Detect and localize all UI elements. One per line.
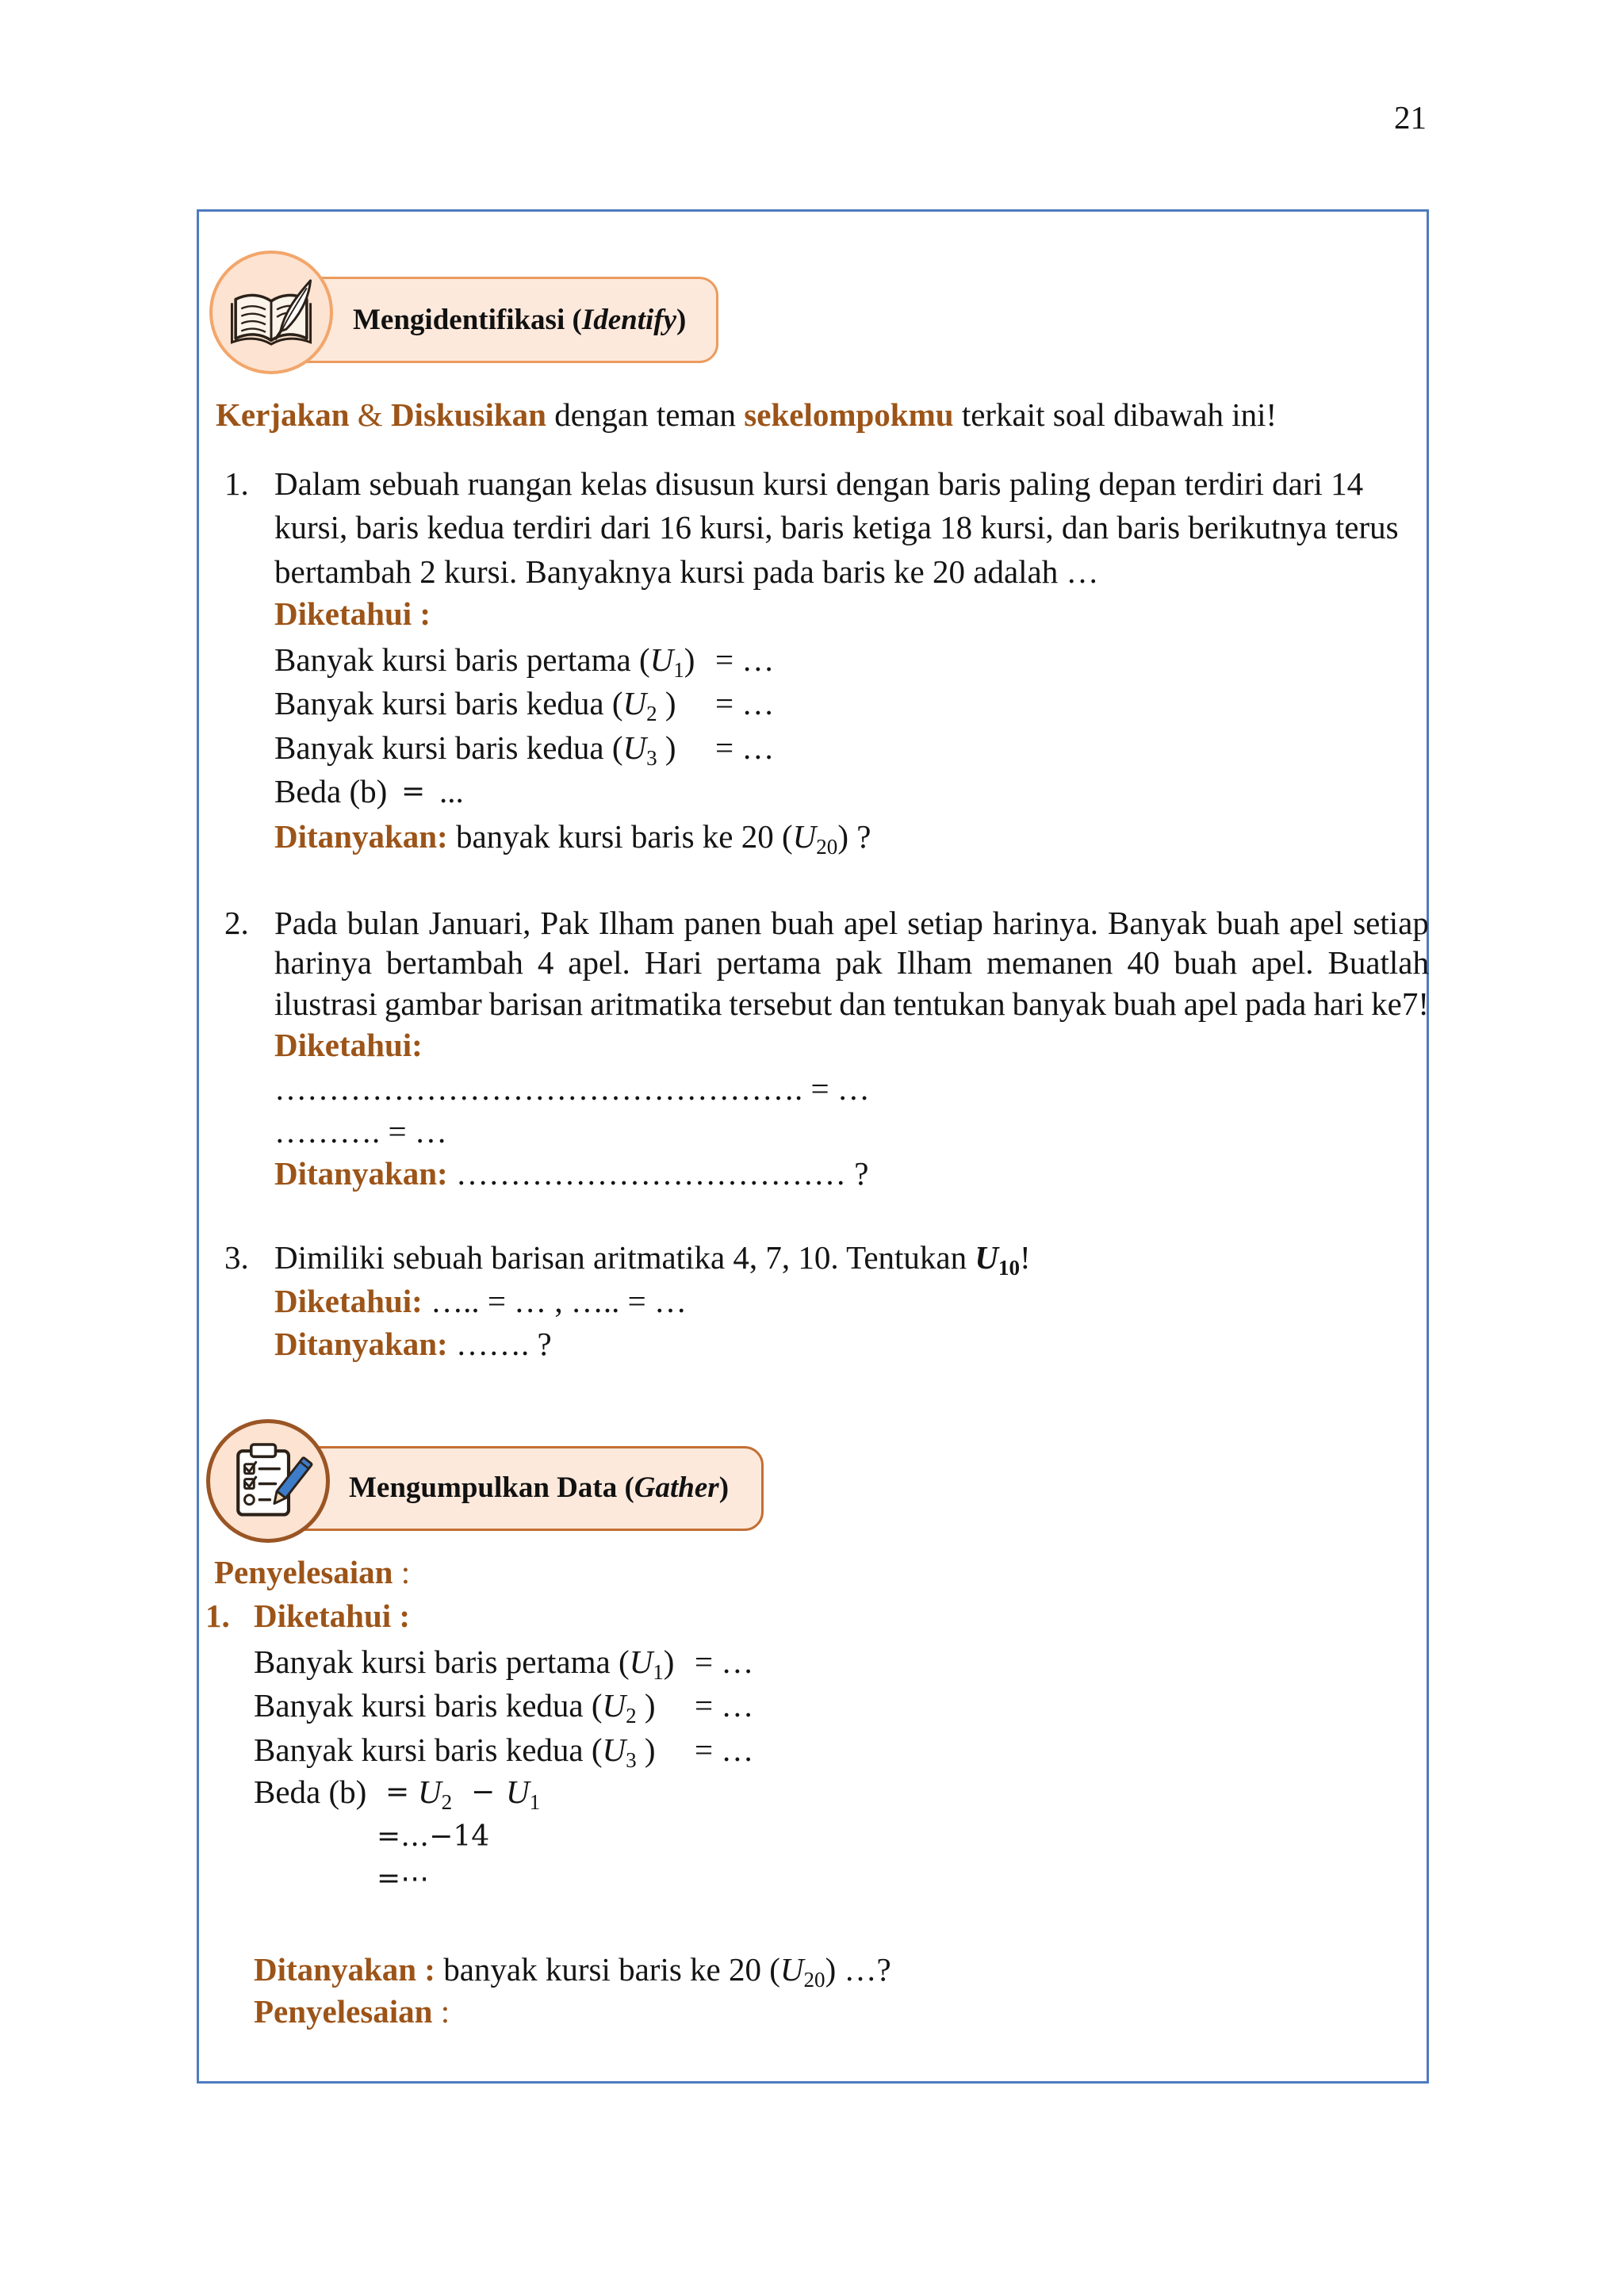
word: barisan xyxy=(488,985,584,1022)
row-value: = … xyxy=(715,729,775,766)
solution-known-row xyxy=(254,1684,754,1728)
gather-title xyxy=(349,1466,729,1510)
word: gambar xyxy=(384,985,482,1022)
row-value: = … xyxy=(695,1687,754,1724)
problem-3-number: 3. xyxy=(224,1239,249,1276)
identify-title-text: Mengidentifikasi ( xyxy=(353,304,582,336)
row-value: = … xyxy=(715,641,775,678)
solution-beda-row xyxy=(254,1770,571,1814)
asked-blank: ……. ? xyxy=(455,1326,552,1362)
instruction-amp: & xyxy=(357,396,383,433)
row-close: ) xyxy=(657,685,676,721)
problem-1-line: bertambah 2 kursi. Banyaknya kursi pada baris ke 20 adalah … xyxy=(274,553,1099,590)
known-blank: ….. = … , ….. = … xyxy=(431,1283,688,1319)
row-variable: U xyxy=(649,641,674,678)
problem-1-line: Dalam sebuah ruangan kelas disusun kursi dengan baris paling depan terdiri dari 14 xyxy=(274,465,1364,502)
word: apel. xyxy=(568,944,630,981)
row-variable: U xyxy=(622,685,647,721)
gather-title-close: ) xyxy=(718,1471,730,1504)
problem-1-asked-row xyxy=(274,815,871,859)
instruction-text: terkait soal dibawah ini! xyxy=(961,396,1277,433)
beda-value: ... xyxy=(439,773,464,809)
solution-known-row xyxy=(254,1728,754,1772)
asked-close: ) …? xyxy=(825,1951,891,1988)
beda-label: Beda (b) xyxy=(274,773,388,809)
identify-icon-circle xyxy=(209,251,333,374)
problem-1-known-row xyxy=(274,638,775,682)
problem-1-line: kursi, baris kedua terdiri dari 16 kursi, baris ketiga 18 kursi, dan baris berikutnya terus xyxy=(274,509,1399,545)
row-subscript: 1 xyxy=(673,657,684,682)
problem-1-known-row xyxy=(274,682,775,725)
word: apel xyxy=(1183,985,1238,1022)
word: Buatlah xyxy=(1327,944,1429,981)
final-solution-colon: : xyxy=(440,1993,450,2030)
solution-known-row xyxy=(254,1640,754,1684)
word: pak xyxy=(835,944,883,981)
word: apel xyxy=(1289,905,1344,941)
word: harinya. xyxy=(992,905,1099,941)
word: aritmatika xyxy=(590,985,722,1022)
beda-u1-variable: U xyxy=(506,1774,530,1810)
word: setiap xyxy=(907,905,983,941)
instruction-text: dengan teman xyxy=(554,396,737,433)
beda-u2-subscript: 2 xyxy=(441,1789,453,1814)
word: ilustrasi xyxy=(274,985,377,1022)
solution-item-number: 1. xyxy=(205,1598,230,1634)
final-solution-label: Penyelesaian xyxy=(254,1993,433,2030)
solution-colon: : xyxy=(400,1554,411,1590)
asked-subscript: 20 xyxy=(816,834,838,859)
row-close: ) xyxy=(636,1687,656,1724)
problem-2-known-label: Diketahui: xyxy=(274,1027,423,1063)
word: Ilham xyxy=(896,944,973,981)
problem-3-line xyxy=(274,1236,1031,1280)
word: panen xyxy=(684,905,762,941)
asked-close: ) ? xyxy=(837,818,871,855)
problem-2-line xyxy=(274,941,1429,985)
row-close: ) xyxy=(663,1644,675,1680)
row-subscript: 3 xyxy=(646,745,657,770)
row-subscript: 2 xyxy=(646,701,657,725)
word: Pak xyxy=(540,905,589,941)
word: bertambah xyxy=(385,944,523,981)
clipboard-checklist-pencil-icon xyxy=(221,1434,315,1528)
row-subscript: 3 xyxy=(626,1747,637,1772)
asked-label: Ditanyakan: xyxy=(274,1326,448,1362)
open-book-quill-icon xyxy=(224,266,318,359)
word: banyak xyxy=(1012,985,1106,1022)
beda-equals: = xyxy=(401,775,426,808)
problem-2-line xyxy=(274,901,1429,945)
row-label: Banyak kursi baris kedua ( xyxy=(274,685,623,721)
asked-text: banyak kursi baris ke 20 ( xyxy=(443,1951,780,1988)
problem-3-asked-row xyxy=(274,1322,552,1366)
word: pada xyxy=(1244,985,1307,1022)
row-close: ) xyxy=(657,729,676,766)
asked-variable: U xyxy=(779,1951,804,1988)
row-variable: U xyxy=(629,1644,653,1680)
problem-1-known-label: Diketahui : xyxy=(274,595,431,632)
row-variable: U xyxy=(602,1687,626,1724)
asked-text: banyak kursi baris ke 20 ( xyxy=(455,818,793,855)
word: pertama xyxy=(716,944,822,981)
gather-title-italic: Gather xyxy=(634,1471,719,1504)
beda-minus: − xyxy=(471,1776,496,1808)
word: buah xyxy=(771,905,835,941)
known-label: Diketahui: xyxy=(274,1283,423,1319)
beda-label: Beda (b) xyxy=(254,1774,367,1810)
beda-equals: = xyxy=(385,1776,410,1808)
row-value: = … xyxy=(695,1644,754,1680)
row-close: ) xyxy=(636,1732,656,1768)
asked-label: Ditanyakan : xyxy=(254,1951,435,1988)
identify-title xyxy=(353,298,686,342)
word: Hari xyxy=(644,944,703,981)
problem-1-beda-row xyxy=(274,770,829,813)
solution-asked-row xyxy=(254,1948,891,1992)
row-label: Banyak kursi baris kedua ( xyxy=(254,1687,603,1724)
word: buah xyxy=(1113,985,1177,1022)
identify-title-close: ) xyxy=(676,304,687,336)
page-number: 21 xyxy=(1394,99,1427,136)
asked-subscript: 20 xyxy=(803,1967,825,1992)
row-label: Banyak kursi baris pertama ( xyxy=(274,641,650,678)
solution-known-label: Diketahui : xyxy=(254,1598,411,1634)
word: 40 xyxy=(1127,944,1160,981)
problem-2-known-blank: ………. = … xyxy=(274,1113,447,1150)
solution-step: =…−14 xyxy=(377,1820,490,1853)
row-label: Banyak kursi baris kedua ( xyxy=(254,1732,603,1768)
row-subscript: 1 xyxy=(653,1659,664,1684)
word: Pada xyxy=(274,905,338,941)
beda-u2-variable: U xyxy=(418,1774,442,1810)
word: hari xyxy=(1313,985,1365,1022)
instruction-diskusikan: Diskusikan xyxy=(390,396,546,433)
word: Banyak xyxy=(1108,905,1208,941)
row-value: = … xyxy=(695,1732,754,1768)
word: bulan xyxy=(347,905,419,941)
problem-2-known-blank: …………………………………………. = … xyxy=(274,1070,870,1107)
gather-title-text: Mengumpulkan Data ( xyxy=(349,1471,634,1504)
instruction-kerjakan: Kerjakan xyxy=(216,396,350,433)
problem-2-asked-row xyxy=(274,1152,868,1196)
identify-title-italic: Identify xyxy=(581,304,677,336)
problem-2-line xyxy=(274,982,1429,1026)
row-label: Banyak kursi baris pertama ( xyxy=(254,1644,630,1680)
asked-variable: U xyxy=(792,818,817,855)
word: buah xyxy=(1174,944,1238,981)
gather-icon-circle xyxy=(206,1419,330,1543)
word: tersebut xyxy=(729,985,833,1022)
word: Ilham xyxy=(598,905,675,941)
word: 4 xyxy=(537,944,554,981)
beda-u1-subscript: 1 xyxy=(529,1789,541,1814)
problem-3-known-row xyxy=(274,1280,687,1323)
word: Januari, xyxy=(428,905,531,941)
word: buah xyxy=(1216,905,1280,941)
word: memanen xyxy=(986,944,1113,981)
solution-heading xyxy=(214,1551,410,1594)
final-solution-heading xyxy=(254,1990,450,2034)
word: harinya xyxy=(274,944,372,981)
problem-3-text: Dimiliki sebuah barisan aritmatika 4, 7, 10. Tentukan xyxy=(274,1239,967,1276)
problem-1-known-row xyxy=(274,726,775,770)
row-label: Banyak kursi baris kedua ( xyxy=(274,729,623,766)
target-variable: U xyxy=(975,1239,998,1276)
row-value: = … xyxy=(715,685,775,721)
word: apel. xyxy=(1251,944,1314,981)
word: apel xyxy=(843,905,898,941)
problem-1-number: 1. xyxy=(224,465,249,502)
problem-2-number: 2. xyxy=(224,905,249,941)
word: dan xyxy=(839,985,887,1022)
row-subscript: 2 xyxy=(626,1703,637,1728)
row-variable: U xyxy=(622,729,647,766)
solution-label: Penyelesaian xyxy=(214,1554,393,1590)
problem-3-end: ! xyxy=(1020,1239,1031,1276)
solution-step: =⋯ xyxy=(377,1862,430,1895)
target-subscript: 10 xyxy=(998,1255,1021,1280)
asked-blank: ……………………………… ? xyxy=(455,1155,869,1192)
row-variable: U xyxy=(602,1732,626,1768)
word: setiap xyxy=(1353,905,1429,941)
asked-label: Ditanyakan: xyxy=(274,1155,448,1192)
asked-label: Ditanyakan: xyxy=(274,818,448,855)
word: ke7! xyxy=(1371,985,1429,1022)
instruction-sekelompokmu: sekelompokmu xyxy=(744,396,954,433)
word: tentukan xyxy=(893,985,1005,1022)
row-close: ) xyxy=(684,641,695,678)
instruction-line xyxy=(216,393,1277,437)
